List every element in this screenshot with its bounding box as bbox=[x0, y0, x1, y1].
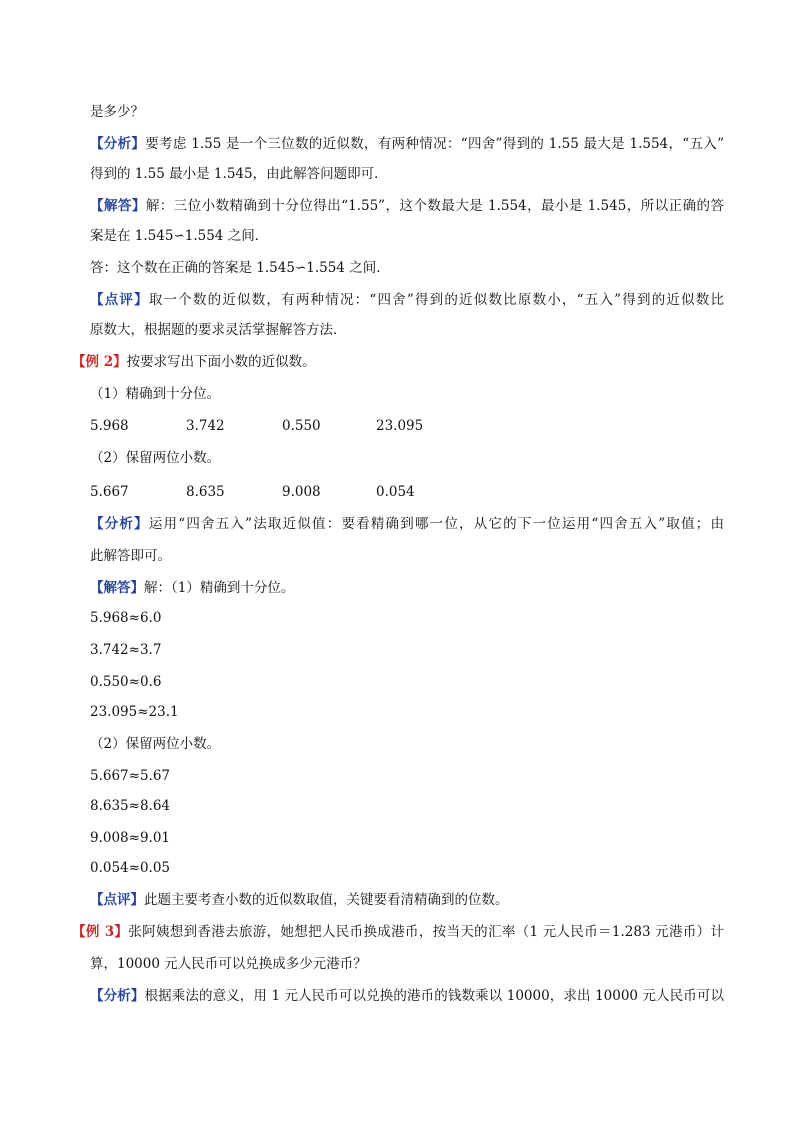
solution-tag: 【解答】 bbox=[90, 198, 146, 214]
continued-question: 是多少？ bbox=[90, 104, 144, 120]
result-line: 3.742≈3.7 bbox=[90, 642, 162, 658]
ex2-number: 0.550 bbox=[282, 418, 321, 434]
solution-1-line-1: 【解答】解：三位小数精确到十分位得出“1.55”，这个数最大是 1.554，最小是 1.545，所以正确的答 bbox=[90, 198, 724, 214]
ex2-number: 0.054 bbox=[376, 484, 415, 500]
ex2-question-1: （1）精确到十分位。 bbox=[90, 386, 221, 402]
example-tag: 【例 2】 bbox=[72, 354, 127, 370]
result-line: 8.635≈8.64 bbox=[90, 798, 171, 814]
ex2-number: 23.095 bbox=[376, 418, 424, 434]
analysis-2-line-2: 此解答即可。 bbox=[90, 548, 171, 564]
analysis-2-line-1: 【分析】运用“四舍五入”法取近似值：要看精确到哪一位，从它的下一位运用“四舍五入”取值；由 bbox=[90, 516, 725, 532]
ex2-number: 5.968 bbox=[90, 418, 129, 434]
result-line: 9.008≈9.01 bbox=[90, 830, 171, 846]
example-tag: 【例 3】 bbox=[72, 924, 129, 940]
analysis-1-line-2: 得到的 1.55 最小是 1.545，由此解答问题即可． bbox=[90, 166, 388, 182]
ex2-number: 9.008 bbox=[282, 484, 321, 500]
comment-tag: 【点评】 bbox=[90, 892, 144, 908]
result-line: 23.095≈23.1 bbox=[90, 704, 179, 720]
comment-1-line-1: 【点评】取一个数的近似数，有两种情况：“四舍”得到的近似数比原数小，“五入”得到的近似数比 bbox=[90, 292, 725, 308]
analysis-tag: 【分析】 bbox=[90, 516, 149, 532]
solution-tag: 【解答】 bbox=[90, 580, 144, 596]
example-3-line-1: 【例 3】张阿姨想到香港去旅游，她想把人民币换成港币，按当天的汇率（1 元人民币＝1.283 元港币）计 bbox=[72, 924, 725, 940]
answer-1: 答：这个数在正确的答案是 1.545∽1.554 之间． bbox=[90, 260, 390, 276]
ex2-number: 8.635 bbox=[186, 484, 225, 500]
result-line: 5.667≈5.67 bbox=[90, 768, 171, 784]
ex2-number: 5.667 bbox=[90, 484, 129, 500]
result-line: 0.054≈0.05 bbox=[90, 860, 171, 876]
example-2-heading: 【例 2】按要求写出下面小数的近似数。 bbox=[72, 354, 316, 370]
ex2-number: 3.742 bbox=[186, 418, 225, 434]
comment-tag: 【点评】 bbox=[90, 292, 149, 308]
comment-1-line-2: 原数大，根据题的要求灵活掌握解答方法． bbox=[90, 322, 347, 338]
solution-1-line-2: 案是在 1.545∽1.554 之间． bbox=[90, 228, 269, 244]
analysis-3-line-1: 【分析】根据乘法的意义，用 1 元人民币可以兑换的港币的钱数乘以 10000，求出 10000 元人民币可以 bbox=[90, 988, 725, 1004]
analysis-1-line-1: 【分析】要考虑 1.55 是一个三位数的近似数，有两种情况：“四舍”得到的 1.55 最大是 1.554，“五入” bbox=[90, 136, 725, 152]
analysis-tag: 【分析】 bbox=[90, 136, 146, 152]
comment-2: 【点评】此题主要考查小数的近似数取值，关键要看清精确到的位数。 bbox=[90, 892, 509, 908]
result-line: 5.968≈6.0 bbox=[90, 610, 162, 626]
result-line: 0.550≈0.6 bbox=[90, 674, 162, 690]
ex2-question-2: （2）保留两位小数。 bbox=[90, 450, 221, 466]
example-3-line-2: 算，10000 元人民币可以兑换成多少元港币？ bbox=[90, 956, 367, 972]
solution-2-heading: 【解答】解：（1）精确到十分位。 bbox=[90, 580, 295, 596]
analysis-tag: 【分析】 bbox=[90, 988, 145, 1004]
solution-2-part-2: （2）保留两位小数。 bbox=[90, 736, 221, 752]
